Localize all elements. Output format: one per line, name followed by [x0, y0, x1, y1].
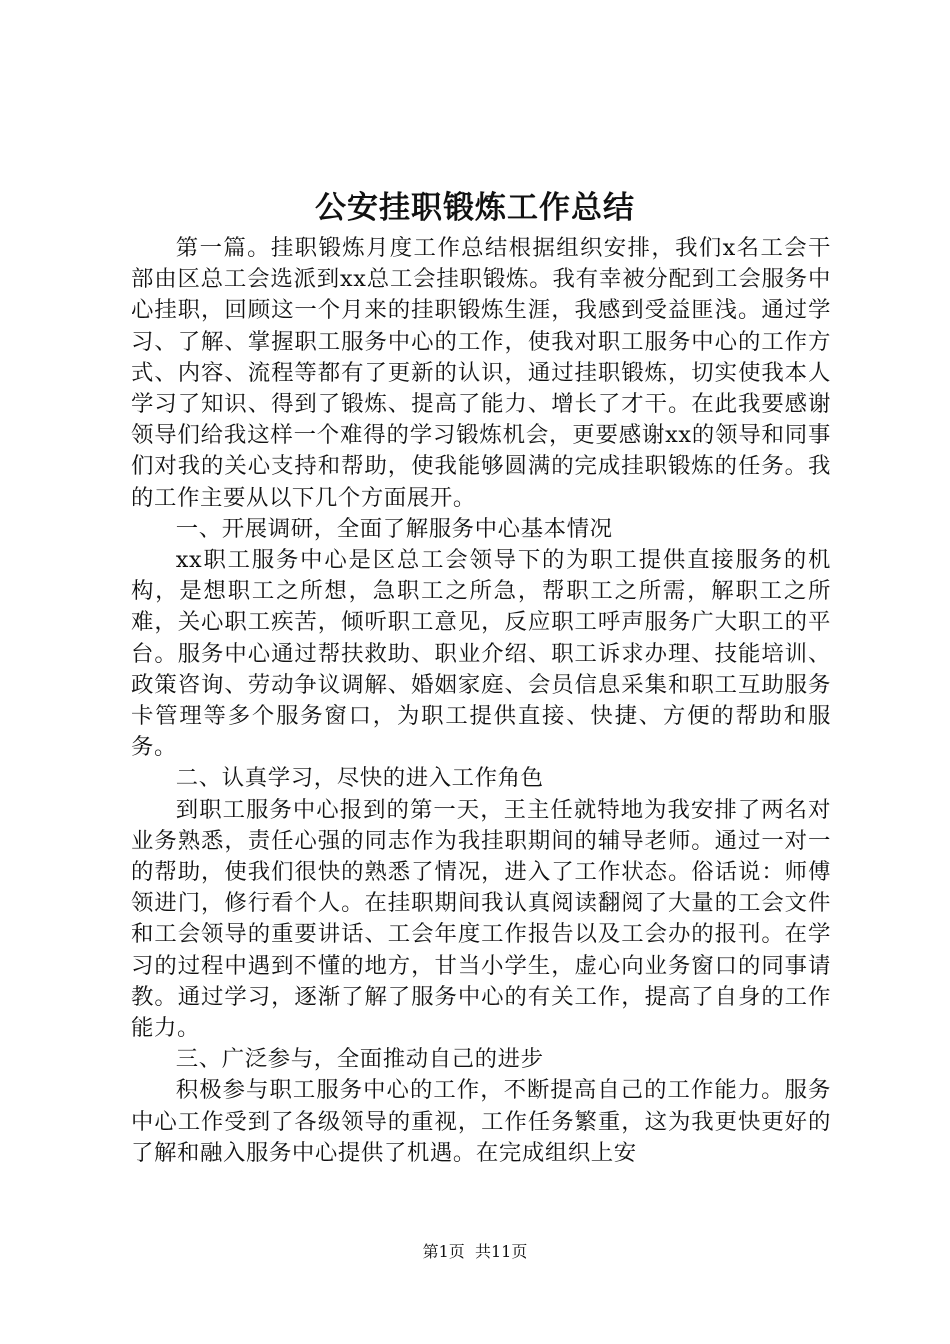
- paragraph-section-1: xx职工服务中心是区总工会领导下的为职工提供直接服务的机构，是想职工之所想，急职工之所急，帮职工之所需，解职工之所难，关心职工疾苦，倾听职工意见，反应职工呼声服务广大职工的平台。服务中心通过帮扶救助、职业介绍、职工诉求办理、技能培训、政策咨询、劳动争议调解、婚姻家庭、会员信息采集和职工互助服务卡管理等多个服务窗口，为职工提供直接、快捷、方便的帮助和服务。: [131, 547, 831, 761]
- section-heading-2: 二、认真学习，尽快的进入工作角色: [175, 765, 544, 792]
- document-body: [131, 233, 831, 1169]
- page-footer: [0, 1242, 950, 1262]
- page-total: 共11页: [474, 1242, 528, 1261]
- footer-spacer: [465, 1242, 475, 1261]
- document-title: 公安挂职锻炼工作总结: [315, 190, 635, 226]
- section-heading-1: 一、开展调研，全面了解服务中心基本情况: [175, 515, 613, 542]
- paragraph-intro: 第一篇。挂职锻炼月度工作总结根据组织安排，我们x名工会干部由区总工会选派到xx总工会挂职锻炼。我有幸被分配到工会服务中心挂职，回顾这一个月来的挂职锻炼生涯，我感到受益匪浅。通过学习、了解、掌握职工服务中心的工作，使我对职工服务中心的工作方式、内容、流程等都有了更新的认识，通过挂职锻炼，切实使我本人学习了知识、得到了锻炼、提高了能力、增长了才干。在此我要感谢领导们给我这样一个难得的学习锻炼机会，更要感谢xx的领导和同事们对我的关心支持和帮助，使我能够圆满的完成挂职锻炼的任务。我的工作主要从以下几个方面展开。: [131, 235, 831, 511]
- paragraph-section-2: 到职工服务中心报到的第一天，王主任就特地为我安排了两名对业务熟悉，责任心强的同志作为我挂职期间的辅导老师。通过一对一的帮助，使我们很快的熟悉了情况，进入了工作状态。俗话说：师傅领进门，修行看个人。在挂职期间我认真阅读翻阅了大量的工会文件和工会领导的重要讲话、工会年度工作报告以及工会办的报刊。在学习的过程中遇到不懂的地方，甘当小学生，虚心向业务窗口的同事请教。通过学习，逐渐了解了服务中心的有关工作，提高了自身的工作能力。: [131, 796, 831, 1042]
- page-number: 第1页: [422, 1242, 465, 1261]
- paragraph-section-3: 积极参与职工服务中心的工作，不断提高自己的工作能力。服务中心工作受到了各级领导的重视，工作任务繁重，这为我更快更好的了解和融入服务中心提供了机遇。在完成组织上安: [131, 1077, 831, 1166]
- section-heading-3: 三、广泛参与，全面推动自己的进步: [175, 1046, 544, 1073]
